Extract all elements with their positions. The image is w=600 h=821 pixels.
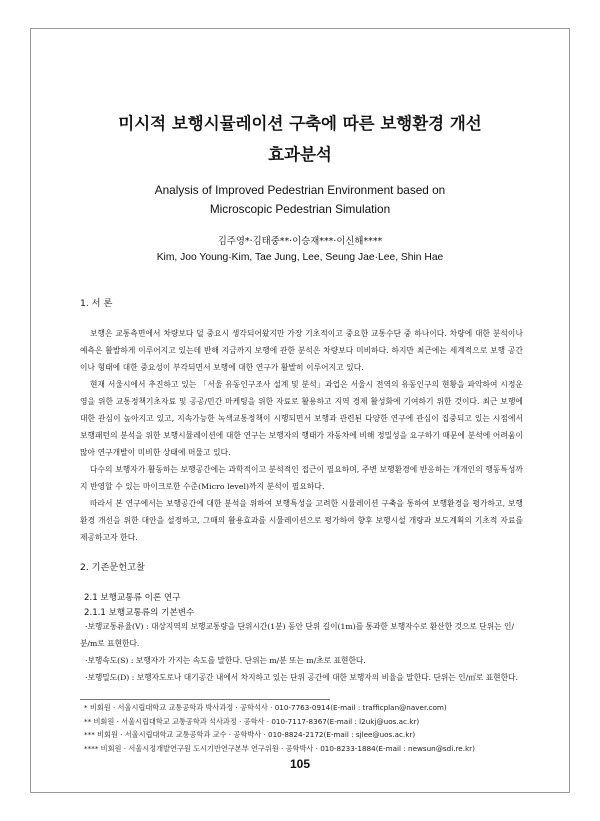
footnote: * 비회원 · 서울시립대학교 교통공학과 박사과정 · 공학석사 · 010-7763-0914(E-mail : trafficplan@naver.com) xyxy=(84,703,447,712)
definition-item: ·보행속도(S) : 보행자가 가지는 속도를 말한다. 단위는 m/분 또는 m/초로 표현한다. xyxy=(85,656,366,665)
title-korean-line-1: 미시적 보행시뮬레이션 구축에 따른 보행환경 개선 xyxy=(118,114,482,133)
section-1-heading: 1. 서 론 xyxy=(80,298,113,309)
frame-top-border xyxy=(30,28,570,29)
paragraph: 보행은 교통측면에서 차량보다 덜 중요시 생각되어왔지만 가장 기초적이고 중요한 교통수단 중 하나이다. 차량에 대한 분석이나 예측은 활발하게 이루어지고 있는데 반해 지금까지 보행에 관한 분석은 차량보다 미비하다. 하지만 최근에는 세계적으로 보행 공간이나 형태에 대한 중요성이 부각되면서 보행에 대한 연구가 활발히 이루어지고 있다. xyxy=(80,329,523,372)
title-english-line-1: Analysis of Improved Pedestrian Environment based on xyxy=(154,183,446,197)
subsection-2-1-heading: 2.1 보행교통류 이론 연구 xyxy=(84,593,181,603)
footnote: *** 비회원 · 서울시립대학교 교통공학과 교수 · 공학박사 · 010-8824-2172(E-mail : sjlee@uos.ac.kr) xyxy=(84,730,416,739)
page-number: 105 xyxy=(289,757,311,771)
definition-item: ·보행교통류율(V) : 대상지역의 보행교통량을 단위시간(1분) 동안 단위 길이(1m)를 통과한 보행자수로 환산한 것으로 단위는 인/분/m로 표현한다. xyxy=(80,622,515,648)
authors-english: Kim, Joo Young·Kim, Tae Jung, Lee, Seung Jae·Lee, Shin Hae xyxy=(156,252,444,263)
paragraph: 따라서 본 연구에서는 보행공간에 대한 분석을 위하여 보행특성을 고려한 시뮬레이션 구축을 통하여 보행환경을 평가하고, 보행환경 개선을 위한 대안을 설정하고, 그때의 활용효과를 시뮬레이션으로 평가하여 향후 보행시설 개량과 보도계획의 기초적 자료를 제공하고자 한다. xyxy=(80,499,523,542)
frame-bottom-border xyxy=(30,792,570,793)
footnotes xyxy=(84,701,524,755)
paragraph: 다수의 보행자가 활동하는 보행공간에는 과학적이고 분석적인 접근이 필요하며, 주변 보행환경에 반응하는 개개인의 행동특성까지 반영할 수 있는 마이크로한 수준(Micro level)까지 분석이 필요하다. xyxy=(80,465,523,491)
frame-left-border xyxy=(30,28,31,792)
frame-right-border xyxy=(569,28,570,792)
footnote-rule xyxy=(80,699,330,700)
title-english xyxy=(60,181,540,219)
subsection-2-1-1-heading: 2.1.1 보행교통류의 기본변수 xyxy=(84,608,195,618)
footnote: **** 비회원 · 서울시정개발연구원 도시기반연구본부 연구위원 · 공학박사 · 010-8233-1884(E-mail : newsun@sdi.re.kr) xyxy=(84,743,475,753)
definitions-list xyxy=(80,618,523,686)
section-1-body xyxy=(80,325,523,546)
authors-korean: 김주영*·김태중**·이승재***·이신해**** xyxy=(217,236,383,247)
title-korean-line-2: 효과분석 xyxy=(268,145,332,164)
section-2-heading: 2. 기존문헌고찰 xyxy=(80,562,145,573)
title-korean xyxy=(60,108,540,170)
title-english-line-2: Microscopic Pedestrian Simulation xyxy=(209,202,391,216)
definition-item: ·보행밀도(D) : 보행자도로나 대기공간 내에서 차지하고 있는 단위 공간에 대한 보행자의 비율을 말한다. 단위는 인/㎡로 표현한다. xyxy=(85,673,518,682)
footnote: ** 비회원 · 서울시립대학교 교통공학과 석사과정 · 공학사 · 010-7117-8367(E-mail : l2ukj@uos.ac.kr) xyxy=(84,716,420,726)
paragraph: 현재 서울시에서 추진하고 있는 「서울 유동인구조사 설계 및 분석」과업은 서울시 전역의 유동인구의 현황을 파악하여 시정운영을 위한 교통정책기초자료 및 공공/민간 마케팅을 위한 자료로 활용하고 지역 경제 활성화에 기여하기 위한 것이다. 최근 보행에 대한 관심이 높아지고 있고, 지속가능한 녹색교통정책이 시행되면서 보행과 관련된 다양한 연구에 관심이 집중되고 있는 시점에서 보행패턴의 분석을 위한 보행시뮬레이션에 대한 연구는 보행자의 행태가 자동차에 비해 정밀성을 요구하기 때문에 분석에 어려움이 많아 연구개발이 미비한 상태에 머물고 있다. xyxy=(80,380,523,457)
